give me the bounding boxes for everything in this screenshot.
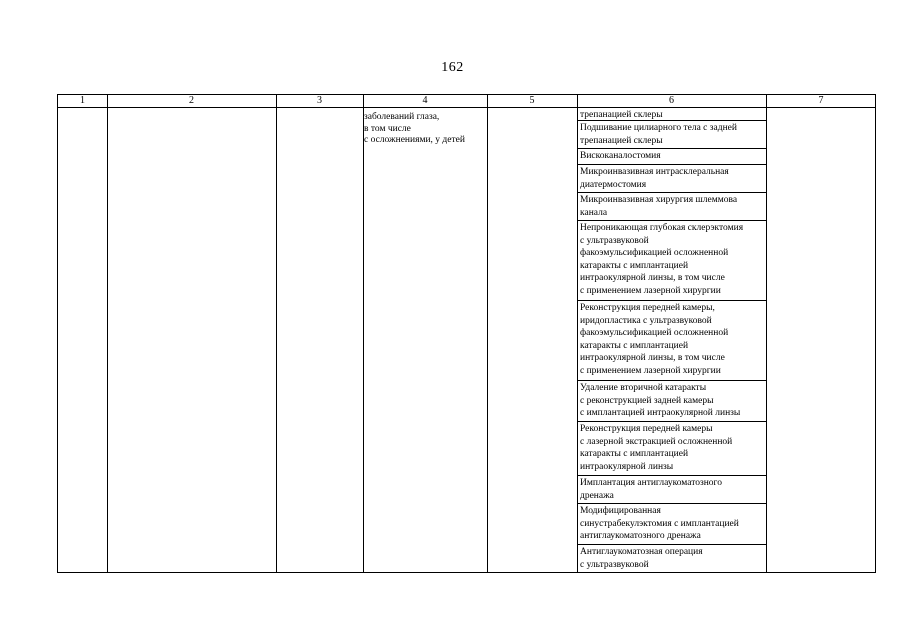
column-divider [107,95,108,572]
treatment-method-item: Непроникающая глубокая склерэктомия с ультразвуковой факоэмульсификацией осложненной катаракты с имплантацией интраокулярной линзы, в том числе с применением лазерной хирургии [578,221,766,301]
column-header-1: 1 [80,95,85,106]
column-divider [276,95,277,572]
column-header-7: 7 [818,95,824,106]
column-header-2: 2 [189,95,194,106]
page-number: 162 [441,60,464,75]
treatment-method-item: Подшивание цилиарного тела с задней трепанацией склеры [578,121,766,149]
treatment-method-item: Микроинвазивная хирургия шлеммова канала [578,193,766,221]
procedures-table [57,94,876,573]
treatment-method-item: Микроинвазивная интрасклеральная диатермостомия [578,165,766,193]
disease-description-line: с осложнениями, у детей [364,135,465,145]
treatment-method-item: Имплантация антиглаукоматозного дренажа [578,476,766,504]
disease-description-cell [364,112,489,147]
treatment-method-item: Реконструкция передней камеры с лазерной экстракцией осложненной катаракты с имплантацией интраокулярной линзы [578,422,766,476]
table-header-row [58,95,875,108]
column-header-5: 5 [529,95,535,106]
column-header-3: 3 [317,95,322,106]
column-divider [487,95,488,572]
disease-description-line: заболеваний глаза, [364,112,440,122]
disease-description-line: в том числе [364,123,411,134]
treatment-method-item: Реконструкция передней камеры, иридопластика с ультразвуковой факоэмульсификацией осложненной катаракты с имплантацией интраокулярной линзы, в том числе с применением лазерной хирургии [578,301,766,381]
column-header-4: 4 [422,95,428,106]
column-divider [363,95,364,572]
column-divider [766,95,767,572]
treatment-method-item: Антиглаукоматозная операция с ультразвуковой [580,547,703,570]
treatment-method-item: Модифицированная синустрабекулэктомия с имплантацией антиглаукоматозного дренажа [578,504,766,545]
treatment-method-item: Вискоканалостомия [578,149,766,165]
treatment-methods-list [578,108,766,574]
treatment-method-item: трепанацией склеры [578,108,766,121]
column-header-6: 6 [669,95,674,106]
treatment-method-item: Удаление вторичной катаракты с реконструкцией задней камеры с имплантацией интраокулярной линзы [578,381,766,422]
